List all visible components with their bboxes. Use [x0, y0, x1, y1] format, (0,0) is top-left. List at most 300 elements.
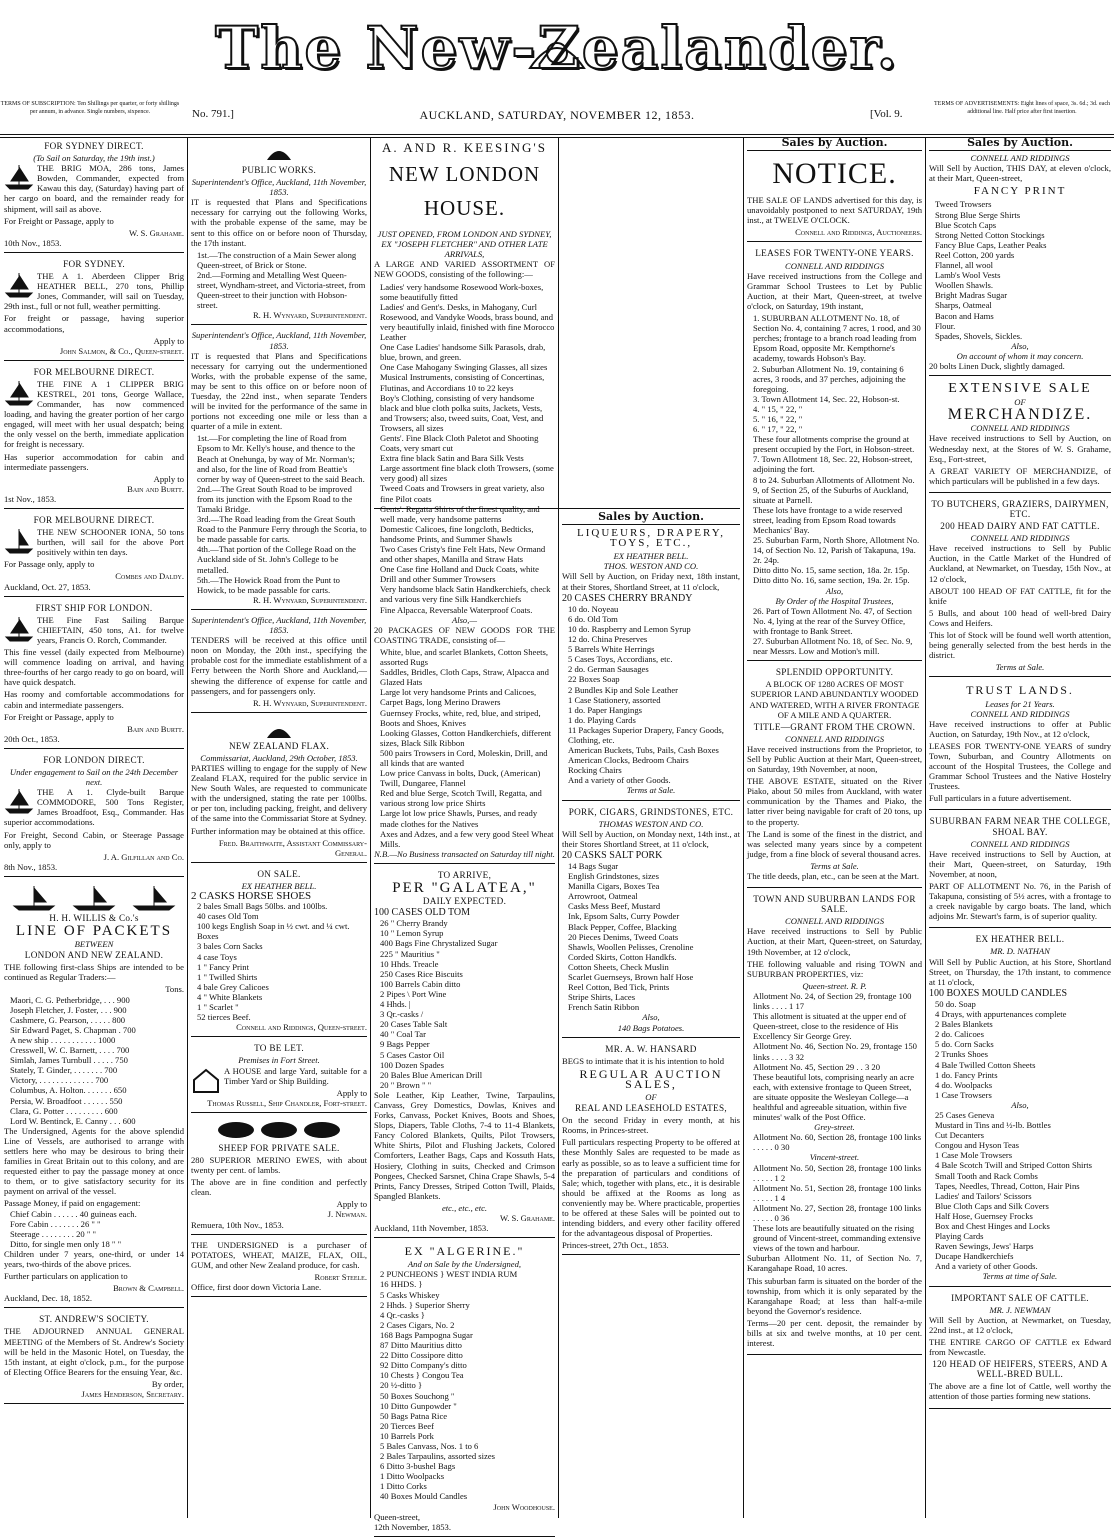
ad-body: THE FINE A 1 CLIPPER BRIG KESTREL, 201 tons, George Wallace, Commander, has now commenced loading, and having the greater portion of her cargo engaged, will meet with her usual despatch; being the only vessel on the berth, immediate application for freight is necessary.: [4, 378, 184, 450]
ad-line: 140 Bags Potatoes.: [617, 1022, 685, 1033]
list-item: These beautiful lots, comprising nearly an acre each, with extensive frontage to Queen Street, are situate opposite the Wesleyan College—a healthful and agreeable situation, within five minutes' walk of the Post Office.: [753, 1071, 915, 1123]
list-item: This allotment is situated at the upper end of Queen-street, close to the residence of His Excellency Sir George Grey.: [753, 1011, 907, 1042]
ad-line: Has superior accommodation for cabin and intermediate passengers.: [4, 451, 184, 472]
ad-road-works: [191, 328, 367, 610]
ad-line: 20 bolts Linen Duck, slightly damaged.: [929, 360, 1065, 371]
ad-subheading: 200 HEAD DAIRY AND FAT CATTLE.: [940, 521, 1100, 532]
ad-body: THE following valuable and rising TOWN and SUBURBAN PROPERTIES, viz:: [747, 958, 922, 979]
ad-galatea: [374, 867, 555, 1238]
ad-etc: etc., etc., etc.: [441, 1202, 488, 1213]
newspaper-title: The New-Zealander.: [215, 14, 899, 82]
ad-terms: Terms—20 per cent. deposit, the remainder by bills at six and twelve months, at 10 per cent. interest.: [747, 1317, 922, 1349]
list-item: 4 Bale Twilled Cotton Sheets: [935, 1059, 1036, 1070]
list-item: 2 Bundles Kip and Sole Leather: [568, 684, 679, 695]
list-item: 1 do. Paper Hangings: [568, 704, 642, 715]
ad-chieftain: [4, 600, 184, 749]
ad-big-heading: LINE OF PACKETS: [15, 923, 173, 939]
ad-heading: PORK, CIGARS, GRINDSTONES, ETC.: [568, 806, 734, 817]
ad-signature: Combes and Daldy.: [115, 571, 184, 582]
column-divider: [370, 138, 371, 1518]
list-item: Shawls, Woollen Pelisses, Crenoline: [568, 941, 694, 952]
ad-lead: 120 HEAD OF HEIFERS, STEERS, AND A WELL-BRED BULL.: [932, 1359, 1108, 1380]
allotment-list: [747, 313, 922, 586]
ad-body: Have received instructions to offer at Public Auction, on Saturday, 19th Nov., at 12 o'clock,: [929, 718, 1111, 739]
ad-body: The Undersigned, Agents for the above splendid Line of Vessels, are authorised to arrange with settlers here who may be desirous to bring their families in Great Britain out to this colony, and are requested either to pay the passage money at once to them, or to give satisfactory security for its payment on arrival of the vessel.: [4, 1125, 184, 1197]
ad-date: Princes-street, 27th Oct., 1853.: [562, 1240, 669, 1251]
list-item: 6 Ditto 3-bushel Bags: [380, 1461, 456, 1472]
ad-heading: FOR SYDNEY.: [63, 258, 125, 269]
list-item: 4 do. Woolpacks: [935, 1079, 993, 1090]
list-item: Ladies' and Tailors' Scissors: [935, 1190, 1032, 1201]
ad-suburban-farm: [929, 813, 1111, 928]
allotment-list: [747, 1132, 922, 1152]
royal-arms-icon: [191, 140, 367, 164]
ad-signature: John Salmon, & Co., Queen-street.: [59, 345, 184, 356]
section-label: Sales by Auction.: [747, 138, 922, 151]
ship-icon: [4, 527, 34, 555]
list-item: Manilla Cigars, Boxes Tea: [568, 881, 660, 892]
ad-subheading: OF: [645, 1091, 657, 1102]
ad-terms: Terms at time of Sale.: [982, 1271, 1058, 1282]
ad-body: Sole Leather, Kip Leather, Twine, Tarpaulins, Canvass, Grey Domestics, Dowlas, Knives and Forks, Canvass, Pocket Knives, Boots and Shoes, Slops, Diapers, Table Cloths, 7-4 to 11-4 Blankets, Fancy Colored Blankets, Quilts, Pilot Trowsers, White Shirts, Pilot and Flushing Jackets, Colored Comforters, Leather Bags, Caps and Kossuth Hats, Hosiery, Clothing in suits, Checked and Crimson Pongees, Checked Sarsnet, China Crape Shawls, 5-4 Prints, Fancy Dresses, Striped Cotton Twill, Plaids, Spangled Blankets.: [374, 1089, 555, 1201]
ad-heading: TO BE LET.: [254, 1043, 304, 1054]
list-item: 92 Ditto Company's ditto: [380, 1360, 467, 1371]
ad-heading: TOWN AND SUBURBAN LANDS FOR SALE.: [753, 894, 916, 915]
ad-heading: IMPORTANT SALE OF CATTLE.: [951, 1292, 1089, 1303]
ad-flax: [191, 716, 367, 863]
ad-body: THE BRIG MOA, 286 tons, James Bowden, Commander, expected from Kawau this day, (Saturday) having part of her cargo on board, and the remainder ready for shipment, will sail as above.: [4, 163, 184, 214]
ad-big-heading: PER "GALATEA,": [392, 880, 537, 896]
allotment-list: [747, 991, 922, 1122]
list-item: 2 Pipes \ Port Wine: [380, 988, 447, 999]
ad-big-heading: NEW LONDON HOUSE.: [388, 162, 541, 221]
ad-subheading: Under engagement to Sail on the 24th December next.: [9, 766, 179, 788]
ad-signature: J. Newman.: [327, 1209, 367, 1220]
ad-also: Also,: [1011, 340, 1029, 351]
ad-body: The Land is some of the finest in the district, and was selected many years since by a competent judge, from a fine block of several thousand acres.: [747, 828, 922, 859]
ad-subheading: OF: [1014, 397, 1026, 408]
ad-splendid-opportunity: [747, 664, 922, 888]
ad-body: THE UNDERSIGNED is a purchaser of POTATOES, WHEAT, MAIZE, FLAX, OIL, GUM, and other New Zealand produce, for cash.: [191, 1239, 367, 1270]
ad-signature: Connell and Riddings, Queen-street.: [236, 1022, 367, 1033]
list-item: A new ship . . . . . . . . . . . 1000: [10, 1034, 116, 1045]
list-item: 10 Barrels Pork: [380, 1430, 434, 1441]
goods-list: [562, 861, 740, 1012]
ad-body: Have received instructions from the College and Grammar School Trustees to Let by Public Auction, at their Mart, Queen-street, at twelve o'clock, on Saturday, 19th instant,: [747, 270, 922, 311]
list-item: 2 Trunks Shoes: [935, 1049, 989, 1060]
list-item: Steerage . . . . . . . . 20 " ": [10, 1228, 97, 1239]
ad-line: Full particulars in a future advertisement.: [929, 793, 1072, 804]
list-item: Allotment No. 45, Section 29 . . 3 20: [753, 1061, 880, 1072]
masthead: [0, 0, 1114, 96]
list-item: Allotment No. 60, Section 28, frontage 100 links . . . . . 0 30: [753, 1132, 922, 1153]
list-item: Bright Madras Sugar: [935, 290, 1008, 301]
column-divider: [743, 138, 744, 1518]
allotment-list: [747, 1163, 922, 1254]
ad-hansard: [562, 1041, 740, 1256]
column-divider: [187, 138, 188, 1518]
list-item: Victory, . . . . . . . . . . . . . 700: [10, 1075, 109, 1086]
ad-body: A BLOCK OF 1280 ACRES OF MOST SUPERIOR LAND ABUNDANTLY WOODED AND WATERED, WITH A RIVER FRONTAGE OF A MILE AND A QUARTER.: [749, 679, 920, 720]
goods-list: [374, 918, 555, 1090]
ad-subheading: TITLE—GRANT FROM THE CROWN.: [753, 721, 916, 732]
list-item: 3rd.—The Road leading from the Great South Road to the Panmure Ferry through the Scoria, to be made passable for carts.: [197, 514, 367, 545]
list-item: Stripe Shirts, Laces: [568, 992, 636, 1003]
ad-body: PART OF ALLOTMENT No. 76, in the Parish of Takapuna, consisting of 5½ acres, with a frontage to a creek navigable by cargo boats. The land, which adjoins Mr. Stewart's farm, is of superior quality.: [929, 881, 1111, 922]
ad-subheading: EX HEATHER BELL.: [241, 880, 317, 891]
list-item: 5th.—The Howick Road from the Punt to Howick, to be made passable for carts.: [197, 574, 340, 595]
column-6: [929, 138, 1111, 1518]
list-item: 1 Case Trowsers: [935, 1089, 992, 1100]
keesing-bottom-rule: [374, 508, 740, 509]
list-item: 1 Case Stationery, assorted: [568, 694, 661, 705]
ad-body: LEASES FOR TWENTY-ONE YEARS of sundry Town, Suburban, and Country Allotments on account of the Hospital Trustees, the College and Grammar School Trustees and the Native Hostelry Trustees.: [929, 740, 1111, 792]
ad-body: Have received instructions to Sell by Auction, on Wednesday next, at the Stores of W. S. Grahame, Esq., Fort-street,: [929, 433, 1111, 464]
ad-lead: 2 CASKS HORSE SHOES: [191, 890, 312, 902]
royal-arms-icon: [191, 718, 367, 740]
list-item: Blue Scotch Caps: [935, 219, 997, 230]
ad-body: THE A 1. Clyde-built Barque COMMODORE, 500 Tons Register, James Broadfoot, Esq., Commander. Has superior accommodations.: [4, 787, 184, 828]
ad-body: Have received instructions from the Proprietor, to Sell by Public Auction at their Mart, Queen-street, on Saturday, 19th November, at noon,: [747, 743, 922, 775]
section-label: Sales by Auction.: [929, 138, 1111, 151]
list-item: 3 Qr.-casks /: [380, 1009, 424, 1020]
ad-st-andrews: [4, 1311, 184, 1404]
list-item: 16 HHDS. }: [380, 1279, 423, 1290]
ad-body: TENDERS will be received at this office until noon on Monday, the 20th inst., specifying the probable cost for the immediate establishment of a Ferry between the North Shore and Auckland,—shewing the difference of expense for cattle and passengers, and for passengers only.: [191, 635, 367, 696]
ad-date: 20th Oct., 1853.: [4, 733, 60, 744]
list-item: 14 Bags Sugar: [568, 861, 619, 871]
ad-line: For Freight or Passage, apply to: [4, 711, 114, 722]
ad-signature: W. S. Grahame.: [128, 227, 184, 238]
ad-lead: FANCY PRINT: [973, 185, 1067, 198]
list-item: These four allotments comprise the ground at present occupied by the Fort, in Hobson-street.: [753, 434, 915, 455]
list-item: Low price Canvass in bolts, Duck, (American) Twill, Dungaree, Flannel: [380, 768, 541, 789]
ad-office: Superintendent's Office, Auckland, 11th November, 1853.: [191, 614, 367, 636]
ad-signature: J. A. Gilfillan and Co.: [103, 851, 184, 862]
list-item: One Case fine Holland and Duck Coats, white Drill and other Summer Trowsers: [380, 564, 539, 585]
list-item: Columbus, A. Holton. . . . . . . 650: [10, 1085, 127, 1096]
list-item: 12 do. China Preserves: [568, 634, 648, 645]
list-item: Box and Chest Hinges and Locks: [935, 1221, 1050, 1231]
list-item: 7. Town Allotment 18, Sec. 22, Hobson-street, adjoining the fort.: [753, 454, 913, 475]
ad-heading: FOR SYDNEY DIRECT.: [44, 141, 144, 151]
ad-body: Full particulars respecting Property to be offered at these Monthly Sales are requested to be made as early as possible, so as to leave a sufficient time for the preparation of particulars and conditions of Sale; which, together with plans, etc., it is desirable should be affixed at the Rooms as long as conveniently may be. Where practicable, properties to be offered at these Sales will be pointed out to intending bidders, and every other facility offered for the advantageous disposal of Properties.: [562, 1137, 740, 1239]
list-item: Domestic Calicoes, fine longcloth, Bedticks, handsome Prints, and Summer Shawls: [380, 523, 534, 544]
ad-line: 5 Bulls, and about 100 head of well-bred Dairy Cows and Heifers.: [929, 607, 1111, 628]
goods-list: [929, 1110, 1111, 1272]
info-bar: [0, 96, 1114, 136]
column-5: [747, 138, 922, 1518]
ad-heading: TO ARRIVE,: [437, 869, 492, 880]
ad-route: LONDON AND NEW ZEALAND.: [24, 950, 164, 961]
list-item: 11 Packages Superior Drapery, Fancy Goods, Clothing, etc.: [568, 724, 724, 745]
ad-line: This fine vessel (daily expected from Melbourne) will commence loading on arrival, and having three-fourths of her cargo ready to go on board, will have quick despatch.: [4, 647, 184, 688]
ad-auctioneer: CONNELL AND RIDDINGS: [784, 916, 884, 927]
ad-subheading: REAL AND LEASEHOLD ESTATES,: [575, 1103, 727, 1114]
list-item: 4. " 15, " 22, ": [753, 403, 803, 414]
ad-auctioneer: CONNELL AND RIDDINGS: [784, 733, 884, 744]
list-item: 5 Barrels White Herrings: [568, 644, 655, 655]
list-item: 1st.—The construction of a Main Sewer along Queen-street, of Brick or Stone.: [197, 249, 357, 270]
ad-produce-purchaser: [191, 1238, 367, 1297]
ad-signature: James Henderson, Secretary.: [81, 1389, 184, 1400]
ad-liqueurs-drapery: [562, 510, 740, 801]
ad-body: THE following first-class Ships are intended to be continued as Regular Traders:—: [4, 962, 184, 983]
ad-date: Queen-street,: [374, 1511, 421, 1522]
list-item: 1 do. Fancy Prints: [935, 1069, 998, 1080]
goods-list: [374, 1269, 555, 1501]
ship-icon: [4, 271, 34, 299]
list-item: 2. Suburban Allotment No. 19, containing 6 acres, 3 roods, and 37 perches, adjoining the foregoing.: [753, 363, 906, 394]
dateline: AUCKLAND, SATURDAY, NOVEMBER 12, 1853.: [419, 108, 695, 122]
ad-terms: Terms at Sale.: [626, 785, 676, 796]
column-divider: [925, 138, 926, 1518]
list-item: Tweed Coats and Trowsers in great variety, also fine Pilot coats: [380, 483, 545, 504]
subscription-terms: TERMS OF SUBSCRIPTION: Ten Shillings per quarter, or forty shillings per annum, in advance. Single numbers, sixpence.: [0, 101, 180, 115]
ad-subheading: And on Sale by the Undersigned,: [407, 1259, 522, 1270]
ad-also: Also,: [1011, 1099, 1029, 1110]
list-item: Sharps, Oatmeal: [935, 300, 992, 311]
ad-leases: [747, 245, 922, 661]
list-item: 6. " 17, " 22, ": [753, 424, 803, 435]
column-1: [4, 138, 184, 1518]
list-item: 400 Bags Fine Chrystalized Sugar: [380, 938, 498, 949]
ad-body: IT is requested that Plans and Specifications necessary for carrying out the undermentioned Works, with the probable expense of the same, may be sent to this office on or before noon of Tuesday, the 22nd inst., when separate Tenders will be invited for the performance of the same in portions not exceeding one mile or less than a quarter of a mile in extent.: [191, 350, 367, 432]
list-item: 10 Hhds. Treacle: [380, 958, 439, 969]
ad-heading: FOR MELBOURNE DIRECT.: [33, 366, 155, 377]
list-item: Playing Cards: [935, 1231, 984, 1242]
ad-extensive-sale: [929, 379, 1111, 493]
list-item: 100 Dozen Spades: [380, 1059, 444, 1070]
list-item: Lamb's Wool Vests: [935, 270, 1001, 281]
ad-heading: ON SALE.: [257, 868, 301, 879]
list-item: 5. " 16, " 22, ": [753, 413, 803, 424]
list-item: 20 Cases Table Salt: [380, 1019, 448, 1030]
ad-auctioneer: THOMAS WESTON AND CO.: [598, 818, 704, 829]
ad-line: Has roomy and comfortable accommodations for cabin and intermediate passengers.: [4, 689, 184, 710]
ship-icon: [4, 163, 34, 191]
ad-body: 280 SUPERIOR MERINO EWES, with about twenty per cent. of lambs.: [191, 1154, 367, 1176]
ad-body: IT is requested that Plans and Specifications necessary for carrying out the following Works, with the probable expense of the same, may be sent to this office on or before noon of Thursday, the 17th instant.: [191, 197, 367, 248]
list-item: 4 Bale Scotch Twill and Striped Cotton Shirts: [935, 1160, 1093, 1171]
list-item: Chief Cabin . . . . . . 40 guineas each.: [10, 1208, 137, 1219]
list-item: 50 Boxes Souchong ": [380, 1390, 455, 1401]
list-item: Stately, T. Ginder, . . . . . . . 700: [10, 1065, 118, 1076]
ad-date: 1st Nov., 1853.: [4, 493, 57, 504]
ad-on-sale: [191, 866, 367, 1038]
list-item: Tapes, Needles, Thread, Cotton, Hair Pins: [935, 1180, 1080, 1191]
section-label: Sales by Auction.: [562, 512, 740, 525]
ad-signature: Brown & Campbell.: [113, 1283, 184, 1294]
column-divider: [558, 138, 559, 1518]
ad-body: THE ABOVE ESTATE, situated on the River Piako, about 50 miles from Auckland, with water communication by the Thames and Piako, the latter river being navigable for craft of 20 tons, up to the property.: [747, 776, 922, 827]
list-item: 3. Town Allotment 14, Sec. 22, Hobson-st.: [753, 393, 900, 404]
list-item: 1. SUBURBAN ALLOTMENT No. 18, of Section No. 4, containing 7 acres, 1 rood, and 30 perches; frontage to a branch road leading from Epsom Road, opposite Mr. Kempthorne's academy, towards Hobson's Bay.: [753, 313, 921, 364]
list-item: 40 Boxes Mould Candles: [380, 1491, 468, 1502]
ad-heading: TO BUTCHERS, GRAZIERS, DAIRYMEN, ETC.: [931, 498, 1109, 519]
list-item: These lots have frontage to a wide reserved street, leading from Epsom Road towards Mechanics' Bay.: [753, 504, 903, 535]
list-item: 22 Ditto Cossipore ditto: [380, 1350, 463, 1361]
list-item: 2 do. Calicoes: [935, 1029, 984, 1040]
list-item: 1 " Fancy Print: [197, 961, 249, 972]
list-item: 8 to 24. Suburban Allotments of Allotment No. 9, of Section 25, of the Suburbs of Auckland, situate at Parnell.: [753, 474, 915, 505]
ad-signature: R. H. Wynyard, Superintendent.: [252, 594, 367, 605]
list-item: 87 Ditto Mauritius ditto: [380, 1340, 462, 1351]
ad-body: Children under 7 years, one-third, or under 14 years, two-thirds of the above prices.: [4, 1248, 184, 1269]
passage-header: Passage Money, if paid on engagement:: [4, 1198, 141, 1209]
ad-also: Also,: [642, 1012, 660, 1023]
ad-heading: FOR MELBOURNE DIRECT.: [33, 515, 155, 525]
list-item: Large lot low price Shawls, Purses, and ready made clothes for the Natives: [380, 808, 538, 829]
list-item: Allotment No. 24, of Section 29, frontage 100 links . . . . 1 17: [753, 990, 912, 1012]
list-item: Sir Edward Paget, S. Chapman . 700: [10, 1024, 136, 1035]
list-item: 10 do. Raspberry and Lemon Syrup: [568, 623, 691, 634]
list-item: 5 Cases Castor Oil: [380, 1049, 445, 1060]
list-item: 40 " Coal Tar: [380, 1029, 426, 1040]
ad-big-heading: TRUST LANDS.: [966, 683, 1074, 698]
ad-body: This lot of Stock will be found well worth attention, being generally selected from the best herds in the district.: [929, 630, 1111, 661]
ad-body: Have received instructions to Sell by Public Auction, at their Mart, Queen-street, on Saturday, 19th November, at 12 o'clock,: [747, 926, 922, 957]
list-item: Black Pepper, Coffee, Blacking: [568, 921, 677, 932]
list-item: 10 do. Noyeau: [568, 603, 619, 614]
ad-terms: Terms at Sale.: [995, 662, 1045, 673]
ad-lead: 20 CASKS SALT PORK: [562, 849, 663, 861]
list-item: 27. Suburban Allotment No. 18, of Sec. No. 9, near Messrs. Low and Motion's mill.: [753, 636, 913, 657]
list-item: 22 Boxes Soap: [568, 674, 620, 685]
column-4: [562, 510, 740, 1518]
ad-cattle-newman: [929, 1290, 1111, 1409]
list-item: Congou and Hyson Teas: [935, 1140, 1019, 1151]
list-item: 1 Case Mole Trowsers: [935, 1150, 1013, 1161]
ad-notice: [747, 151, 922, 242]
ad-signature: Bain and Burtt.: [127, 723, 184, 734]
ad-auctioneer: MR. D. NATHAN: [990, 946, 1050, 957]
list-item: Rocking Chairs: [568, 765, 622, 776]
list-item: 10 " Lemon Syrup: [380, 928, 444, 939]
ad-heading: SPLENDID OPPORTUNITY.: [775, 667, 894, 678]
list-item: Guernsey Frocks, white, red, blue, and striped, Boots and Shoes, Knives: [380, 707, 541, 728]
ad-date: Remuera, 10th Nov., 1853.: [191, 1219, 284, 1230]
ad-nathan: [929, 931, 1111, 1286]
ad-line: Apply to: [153, 335, 184, 346]
list-item: Ink, Epsom Salts, Curry Powder: [568, 911, 680, 922]
ad-signature: Thomas Russell, Ship Chandler, Fort-street.: [207, 1097, 367, 1108]
ad-line: Further information may be obtained at this office.: [191, 825, 366, 836]
list-item: One Case Ladies' handsome Silk Parasols, drab, blue, brown, and green.: [380, 342, 546, 363]
tons-header: Tons.: [165, 984, 184, 995]
ad-body: A HOUSE and large Yard, suitable for a Timber Yard or Ship Building.: [224, 1065, 367, 1086]
ad-office: Superintendent's Office, Auckland, 11th November, 1853.: [191, 330, 367, 351]
ad-auctioneer: CONNELL AND RIDDINGS: [784, 260, 884, 271]
ad-ferry-tenders: [191, 613, 367, 713]
ad-body: Will Sell by Auction, THIS DAY, at eleven o'clock, at their Mart, Queen-street,: [929, 163, 1111, 184]
ad-body: 20 PACKAGES OF NEW GOODS FOR THE COASTING TRADE, consisting of—: [374, 624, 555, 645]
ad-body: Will Sell by Auction, on Friday next, 18th instant, at their Stores, Shortland Street, at 11 o'clock,: [562, 571, 740, 592]
list-item: Persia, W. Broadfoot . . . . . . 550: [10, 1095, 123, 1106]
list-item: 3 bales Corn Sacks: [197, 941, 263, 952]
ad-big-heading: MERCHANDIZE.: [947, 406, 1093, 424]
ad-line: For freight or passage, having superior accommodations,: [4, 313, 184, 334]
ship-list: [4, 995, 184, 1126]
list-item: 4 Qr.-casks }: [380, 1309, 425, 1320]
list-item: 10 Ditto Gunpowder ": [380, 1400, 457, 1411]
ad-keesing-new-london-house: [374, 138, 555, 864]
list-item: 2nd.—The Great South Road to be improved from its junction with the Epsom Road to the Tamaki Bridge.: [197, 483, 353, 514]
ad-terms: Terms at Sale.: [810, 860, 859, 871]
list-item: Scarlet Guernseys, Brown half Hose: [568, 972, 694, 983]
ad-body: Will Sell by Auction, at Newmarket, on Tuesday, 22nd inst., at 12 o'clock,: [929, 1314, 1111, 1335]
list-item: Half Hose, Guernsey Frocks: [935, 1210, 1033, 1221]
house-icon: [191, 1066, 221, 1094]
ad-lead: 100 CASES OLD TOM: [374, 907, 471, 919]
ad-pork-cigars: [562, 804, 740, 1038]
ad-date: 12th November, 1853.: [374, 1521, 451, 1532]
list-item: 1 Ditto Woolpacks: [380, 1471, 445, 1482]
ad-body: This suburban farm is situated on the border of the township, from which it is only separated by the Karangahape Road; at less than half-a-mile beyond the Governor's residence.: [747, 1275, 922, 1316]
list-item: Saddles, Bridles, Cloth Caps, Straw, Alpacca and Glazed Hats: [380, 667, 549, 688]
ad-kestrel: [4, 364, 184, 509]
list-item: Flour.: [935, 320, 956, 331]
ad-signature: Connell and Riddings, Auctioneers.: [795, 227, 922, 238]
list-item: 1st.—For completing the line of Road from Epsom to Mr. Kelly's house, and thence to the Beach at Onehunga, by way of Mr. Norman's; and also, for the line of Road from Beattie's corner by way of Queen-street to the said Beach.: [197, 433, 365, 484]
ad-lead: 100 BOXES MOULD CANDLES: [929, 987, 1068, 999]
list-item: Cashmere, G. Pearson, . . . . . 800: [10, 1014, 126, 1025]
ad-signature: John Woodhouse.: [493, 1501, 555, 1512]
list-item: 50 Bags Patna Rice: [380, 1410, 448, 1421]
goods-list: [374, 647, 555, 849]
ad-subheading: BETWEEN: [74, 939, 114, 950]
ad-body: PARTIES willing to engage for the supply of New Zealand FLAX, required for the public service in New South Wales, are requested to communicate with the undersigned, stating the rate per 100lbs. or per ton, including packing, freight, and delivery of the same into the Commissariat Store at Sydney.: [191, 762, 367, 824]
ad-heading: SUBURBAN FARM NEAR THE COLLEGE, SHOAL BAY.: [929, 816, 1111, 837]
ad-body: BEGS to intimate that it is his intention to hold: [562, 1055, 725, 1066]
ad-subheading: (To Sail on Saturday, the 19th inst.): [33, 153, 155, 164]
list-item: 5 do. Corn Sacks: [935, 1039, 994, 1050]
list-item: 500 pairs Trowsers in Cord, Moleskin, Drill, and all kinds that are wanted: [380, 747, 548, 768]
ad-heading: FOR LONDON DIRECT.: [43, 754, 145, 765]
list-item: Lord W. Bentinck, E. Canny . . . 600: [10, 1115, 136, 1126]
list-item: 5 Cases Toys, Accordians, etc.: [568, 654, 673, 665]
list-item: Joseph Fletcher, J. Foster, . . . 900: [10, 1004, 127, 1015]
ad-heading: EX HEATHER BELL.: [975, 934, 1065, 945]
list-item: Allotment No. 27, Section 28, frontage 100 links . . . . . 0 36: [753, 1202, 922, 1223]
list-item: Casks Mess Beef, Mustard: [568, 901, 661, 912]
list-item: 20 ½-ditto }: [380, 1380, 423, 1391]
ad-line: For Freight or Passage, apply to: [4, 215, 114, 226]
ad-lead: 20 CASES CHERRY BRANDY: [562, 592, 693, 604]
ad-subheading: Leases for 21 Years.: [985, 698, 1055, 709]
list-item: 1 do. Playing Cards: [568, 714, 636, 725]
ad-line-of-packets: [4, 880, 184, 1308]
ad-signature: R. H. Wynyard, Superintendent.: [252, 310, 367, 321]
list-item: 4 case Toys: [197, 951, 237, 962]
list-item: 2nd.—Forming and Metalling West Queen-street, Wyndham-street, and Victoria-street, from Queen-street to their junction with Hobson-street.: [197, 269, 366, 311]
goods-list: [929, 999, 1111, 1100]
list-item: Red and blue Serge, Scotch Twill, Regatta, and various strong low price Shirts: [380, 788, 542, 809]
ad-subheading: Premises in Fort Street.: [238, 1055, 320, 1066]
works-list: [191, 250, 367, 311]
ad-heading: MR. A. W. HANSARD: [605, 1043, 697, 1054]
ad-public-works: [191, 138, 367, 325]
ad-subheading: EX HEATHER BELL.: [613, 551, 689, 562]
ad-signature: Robert Steele.: [314, 1271, 367, 1282]
ad-heading: NEW ZEALAND FLAX.: [228, 740, 330, 751]
ad-heading: SHEEP FOR PRIVATE SALE.: [218, 1142, 340, 1153]
list-item: Maori, C. G. Petherbridge, . . . 900: [10, 994, 130, 1005]
list-item: French Satin Ribbon: [568, 1002, 640, 1013]
list-item: 2 PUNCHEONS } WEST INDIA RUM: [380, 1269, 518, 1280]
ad-heading: FIRST SHIP FOR LONDON.: [35, 602, 153, 613]
ad-body: On the second Friday in every month, at his Rooms, in Princes-street.: [562, 1115, 740, 1136]
